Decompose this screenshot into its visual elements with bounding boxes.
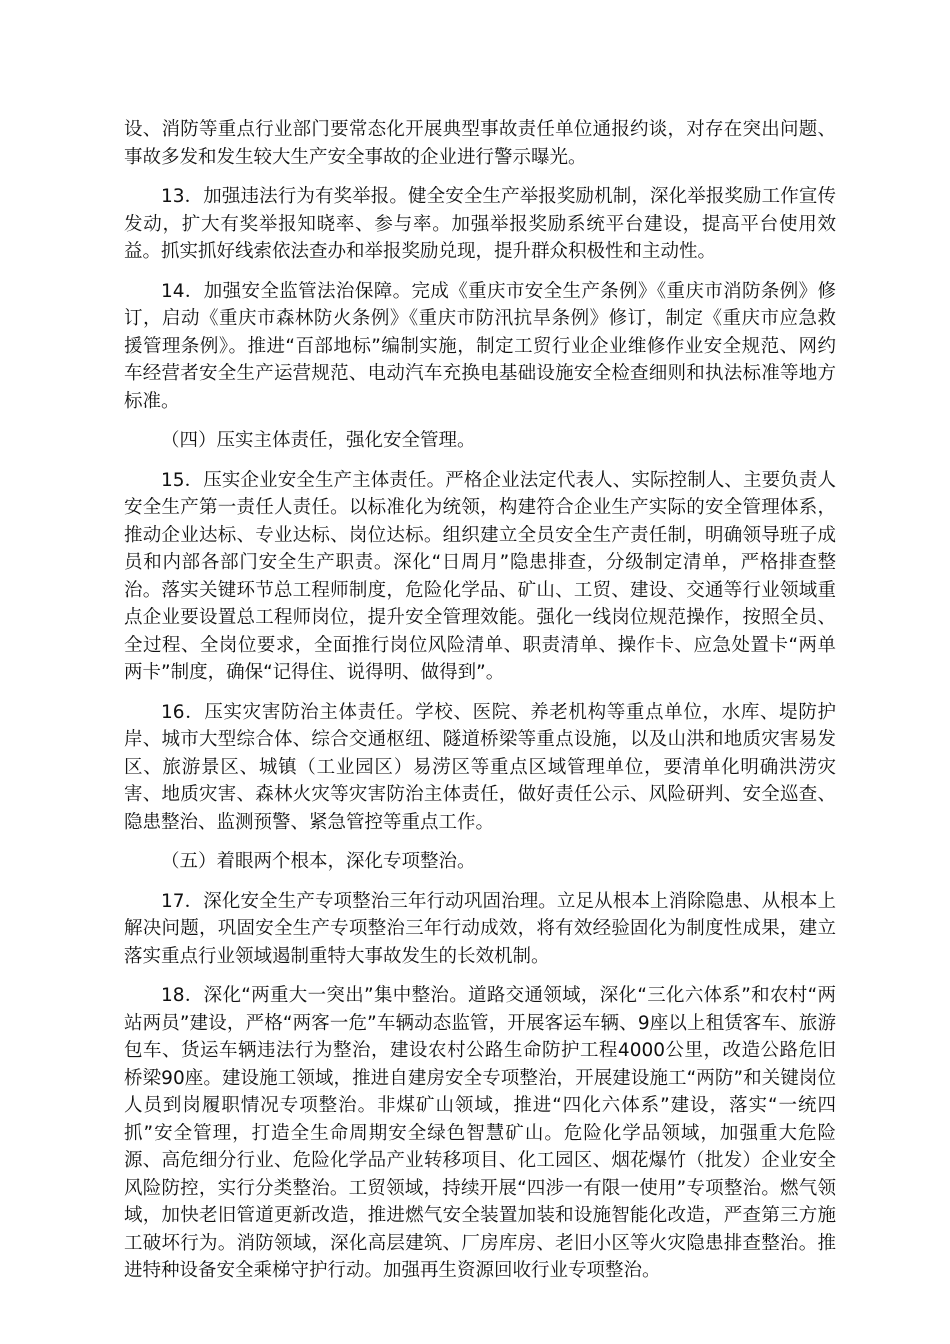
- paragraph-item-17: 17．深化安全生产专项整治三年行动巩固治理。立足从根本上消除隐患、从根本上解决问题，巩固安全生产专项整治三年行动成效，将有效经验固化为制度性成果，建立落实重点行业领域遏制重特大事故发生的长效机制。: [124, 890, 836, 967]
- paragraph-item-18: 18．深化“两重大一突出”集中整治。道路交通领域，深化“三化六体系”和农村“两站两员”建设，严格“两客一危”车辆动态监管，开展客运车辆、9座以上租赁客车、旅游包车、货运车辆违法行为整治，建设农村公路生命防护工程4000公里，改造公路危旧桥梁90座。建设施工领域，推进自建房安全专项整治，开展建设施工“两防”和关键岗位人员到岗履职情况专项整治。非煤矿山领域，推进“四化六体系”建设，落实“一统四抓”安全管理，打造全生命周期安全绿色智慧矿山。危险化学品领域，加强重大危险源、高危细分行业、危险化学品产业转移项目、化工园区、烟花爆竹（批发）企业安全风险防控，实行分类整治。工贸领域，持续开展“四涉一有限一使用”专项整治。燃气领域，加快老旧管道更新改造，推进燃气安全装置加装和设施智能化改造，严查第三方施工破坏行为。消防领域，深化高层建筑、厂房库房、老旧小区等火灾隐患排查整治。推进特种设备安全乘梯守护行动。加强再生资源回收行业专项整治。: [124, 985, 836, 1281]
- paragraph-item-16: 16．压实灾害防治主体责任。学校、医院、养老机构等重点单位，水库、堤防护岸、城市大型综合体、综合交通枢纽、隧道桥梁等重点设施，以及山洪和地质灾害易发区、旅游景区、城镇（工业园区）易涝区等重点区域管理单位，要清单化明确洪涝灾害、地质灾害、森林火灾等灾害防治主体责任，做好责任公示、风险研判、安全巡查、隐患整治、监测预警、紧急管控等重点工作。: [124, 701, 836, 833]
- paragraph-item-13: 13．加强违法行为有奖举报。健全安全生产举报奖励机制，深化举报奖励工作宣传发动，扩大有奖举报知晓率、参与率。加强举报奖励系统平台建设，提高平台使用效益。抓实抓好线索依法查办和举报奖励兑现，提升群众积极性和主动性。: [124, 186, 836, 262]
- document-body: [124, 116, 836, 1297]
- paragraph-item-15: 15．压实企业安全生产主体责任。严格企业法定代表人、实际控制人、主要负责人安全生产第一责任人责任。以标准化为统领，构建符合企业生产实际的安全管理体系，推动企业达标、专业达标、岗位达标。组织建立全员安全生产责任制，明确领导班子成员和内部各部门安全生产职责。深化“日周月”隐患排查，分级制定清单，严格排查整治。落实关键环节总工程师制度，危险化学品、矿山、工贸、建设、交通等行业领域重点企业要设置总工程师岗位，提升安全管理效能。强化一线岗位规范操作，按照全员、全过程、全岗位要求，全面推行岗位风险清单、职责清单、操作卡、应急处置卡“两单两卡”制度，确保“记得住、说得明、做得到”。: [124, 469, 836, 683]
- section-heading-4: （四）压实主体责任，强化安全管理。: [161, 430, 476, 451]
- section-heading-5: （五）着眼两个根本，深化专项整治。: [161, 851, 476, 872]
- paragraph-continuation: 设、消防等重点行业部门要常态化开展典型事故责任单位通报约谈，对存在突出问题、事故多发和发生较大生产安全事故的企业进行警示曝光。: [124, 119, 836, 168]
- paragraph-item-14: 14．加强安全监管法治保障。完成《重庆市安全生产条例》《重庆市消防条例》修订，启动《重庆市森林防火条例》《重庆市防汛抗旱条例》修订，制定《重庆市应急救援管理条例》。推进“百部地标”编制实施，制定工贸行业企业维修作业安全规范、网约车经营者安全生产运营规范、电动汽车充换电基础设施安全检查细则和执法标准等地方标准。: [124, 280, 836, 412]
